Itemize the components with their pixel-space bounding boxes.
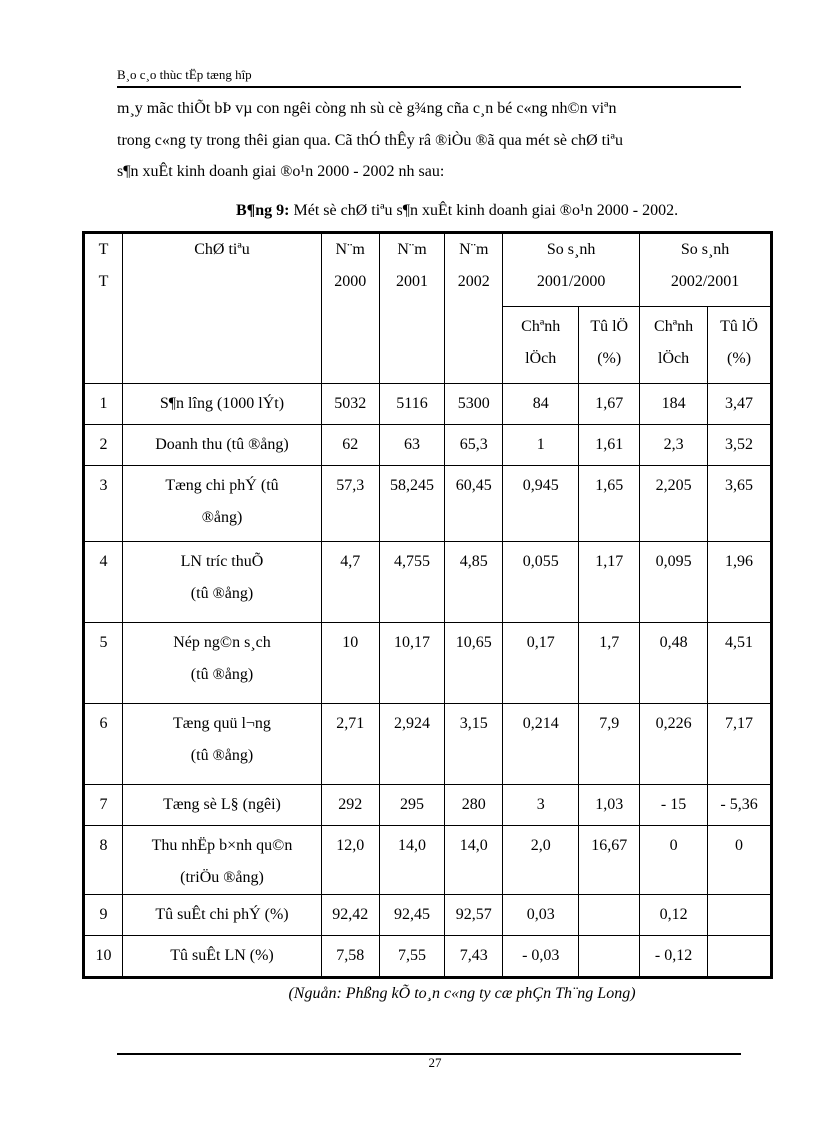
subheader-diff-bottom: lÖch [525,350,557,367]
header-year-2001-top: N¨m [397,241,427,258]
row-indicator-line2: (triÖu ®ång) [180,869,264,886]
row-value-d1: 0,03 [503,895,579,936]
row-indicator-name [123,785,322,826]
subheader-ratio-1 [579,307,640,384]
row-value-d2: 0,48 [640,623,708,704]
row-value-y2002: 14,0 [445,826,503,895]
row-value-d1: 0,945 [503,466,579,542]
row-value-y2002: 92,57 [445,895,503,936]
row-value-y2001: 4,755 [379,542,445,623]
page-number: 27 [428,1055,442,1070]
row-indicator-line1: LN tríc thuÕ [180,553,264,570]
row-value-d2: 184 [640,384,708,425]
row-indicator-line1: Tæng quü l¬ng [173,715,271,732]
table-row [85,466,771,542]
row-value-d2: 0,226 [640,704,708,785]
table-header-row [85,234,771,307]
row-value-r2: 3,65 [708,466,771,542]
row-value-y2000: 4,7 [321,542,379,623]
header-compare-2-bottom: 2002/2001 [670,273,740,290]
page-header [117,66,741,88]
row-value-y2001: 58,245 [379,466,445,542]
row-value-r1: 16,67 [579,826,640,895]
row-value-r1: 1,67 [579,384,640,425]
intro-line: m¸y mãc thiÕt bÞ vµ con ngêi còng nh sù cè g¾ng cña c¸n bé c«ng nh©n viªn [117,100,617,117]
row-value-y2001: 295 [379,785,445,826]
row-indicator-line2: ®ång) [201,509,243,526]
row-value-r1 [579,936,640,977]
row-index: 1 [85,384,123,425]
header-year-2002-top: N¨m [459,241,489,258]
table-row [85,542,771,623]
row-value-y2002: 10,65 [445,623,503,704]
row-value-d1: 1 [503,425,579,466]
row-indicator-name [123,384,322,425]
row-value-d2: 0 [640,826,708,895]
row-value-y2002: 5300 [445,384,503,425]
row-index: 10 [85,936,123,977]
header-title: B¸o c¸o thùc tËp tæng hîp [117,67,252,82]
row-value-r1: 7,9 [579,704,640,785]
intro-line: s¶n xuÊt kinh doanh giai ®o¹n 2000 - 2002 nh sau: [117,163,445,180]
row-value-d2: 0,12 [640,895,708,936]
row-value-d1: 2,0 [503,826,579,895]
row-value-r2: 1,96 [708,542,771,623]
row-indicator-line1: Tæng sè L§ (ngêi) [163,796,281,813]
row-value-d1: 0,214 [503,704,579,785]
row-value-r1: 1,61 [579,425,640,466]
table-row [85,785,771,826]
row-value-d2: 2,3 [640,425,708,466]
table-row [85,895,771,936]
table-row [85,384,771,425]
row-value-y2001: 14,0 [379,826,445,895]
table-caption-label: B¶ng 9: [235,202,290,219]
row-value-y2000: 2,71 [321,704,379,785]
row-value-d2: 2,205 [640,466,708,542]
header-tt-bottom: T [98,273,109,290]
row-index: 7 [85,785,123,826]
row-value-y2001: 10,17 [379,623,445,704]
header-indicator: ChØ tiªu [123,234,322,384]
row-value-y2000: 7,58 [321,936,379,977]
row-value-y2000: 10 [321,623,379,704]
row-value-r1: 1,03 [579,785,640,826]
subheader-ratio-top: Tû lÖ [720,318,758,335]
row-value-y2002: 7,43 [445,936,503,977]
source-note: (Nguån: Phßng kÕ to¸n c«ng ty cæ phÇn Th¨ng Long) [288,985,636,1002]
row-value-d2: - 15 [640,785,708,826]
row-value-d2: - 0,12 [640,936,708,977]
row-value-r1: 1,7 [579,623,640,704]
row-value-r2: 4,51 [708,623,771,704]
row-value-r2 [708,936,771,977]
table-row [85,936,771,977]
row-value-y2001: 5116 [379,384,445,425]
table-body [85,384,771,977]
row-value-r1: 1,65 [579,466,640,542]
row-indicator-line1: Doanh thu (tû ®ång) [155,436,289,453]
row-index: 2 [85,425,123,466]
subheader-ratio-top: Tû lÖ [590,318,629,335]
row-value-r1: 1,17 [579,542,640,623]
row-value-y2002: 60,45 [445,466,503,542]
row-indicator-line1: S¶n lîng (1000 lÝt) [159,395,285,412]
row-value-y2002: 3,15 [445,704,503,785]
row-value-r2: 3,47 [708,384,771,425]
row-indicator-line1: Thu nhËp b×nh qu©n [151,837,293,854]
row-indicator-name [123,826,322,895]
row-value-d1: 84 [503,384,579,425]
table-caption [117,201,797,221]
subheader-ratio-2 [708,307,771,384]
intro-line: trong c«ng ty trong thêi gian qua. Cã thÓ thÊy râ ®iÒu ®ã qua mét sè chØ tiªu [117,131,623,149]
header-tt-top: T [98,241,109,258]
row-value-d1: 3 [503,785,579,826]
header-compare-2-top: So s¸nh [680,241,730,258]
row-index: 9 [85,895,123,936]
row-index: 6 [85,704,123,785]
header-compare-2001-2000 [503,234,640,307]
subheader-diff-top: Chªnh [521,318,561,335]
row-indicator-line2: (tû ®ång) [190,666,254,683]
row-value-d1: 0,17 [503,623,579,704]
row-indicator-name [123,704,322,785]
row-value-y2002: 280 [445,785,503,826]
header-year-2002 [445,234,503,384]
row-value-y2000: 5032 [321,384,379,425]
row-indicator-line1: Tû suÊt LN (%) [170,947,274,964]
table-row [85,826,771,895]
row-value-y2000: 12,0 [321,826,379,895]
header-compare-2002-2001 [640,234,771,307]
header-year-2001-bottom: 2001 [396,273,428,290]
row-indicator-name [123,542,322,623]
header-year-2001 [379,234,445,384]
header-year-2000 [321,234,379,384]
row-value-y2000: 57,3 [321,466,379,542]
row-value-r2 [708,895,771,936]
row-value-d2: 0,095 [640,542,708,623]
row-indicator-name [123,466,322,542]
row-value-y2000: 92,42 [321,895,379,936]
row-value-y2001: 2,924 [379,704,445,785]
row-value-d1: - 0,03 [503,936,579,977]
row-index: 4 [85,542,123,623]
row-indicator-line2: (tû ®ång) [190,747,254,764]
row-indicator-line1: Tæng chi phÝ (tû [165,477,279,494]
subheader-ratio-bottom: (%) [727,350,752,367]
row-indicator-line2: (tû ®ång) [190,585,254,602]
row-value-r2: 0 [708,826,771,895]
row-value-y2002: 65,3 [445,425,503,466]
row-index: 3 [85,466,123,542]
row-value-y2001: 7,55 [379,936,445,977]
row-value-r2: - 5,36 [708,785,771,826]
table-row [85,623,771,704]
header-year-2000-top: N¨m [335,241,365,258]
header-year-2002-bottom: 2002 [457,273,490,290]
row-value-y2002: 4,85 [445,542,503,623]
row-value-y2001: 92,45 [379,895,445,936]
row-value-d1: 0,055 [503,542,579,623]
subheader-diff-1 [503,307,579,384]
row-indicator-name [123,425,322,466]
intro-paragraph [117,93,742,188]
table-caption-text: Mét sè chØ tiªu s¶n xuÊt kinh doanh giai ®o¹n 2000 - 2002. [289,202,679,219]
row-value-r2: 3,52 [708,425,771,466]
row-value-y2000: 62 [321,425,379,466]
table-row [85,425,771,466]
header-compare-1-bottom: 2001/2000 [536,273,606,290]
row-index: 5 [85,623,123,704]
row-indicator-name [123,936,322,977]
row-indicator-line1: Nép ng©n s¸ch [173,634,271,651]
row-indicator-line1: Tû suÊt chi phÝ (%) [155,906,289,923]
row-value-y2000: 292 [321,785,379,826]
table-row [85,704,771,785]
row-value-y2001: 63 [379,425,445,466]
subheader-diff-bottom: lÖch [658,350,690,367]
header-year-2000-bottom: 2000 [334,273,367,290]
row-value-r1 [579,895,640,936]
subheader-diff-2 [640,307,708,384]
header-compare-1-top: So s¸nh [546,241,596,258]
row-index: 8 [85,826,123,895]
row-value-r2: 7,17 [708,704,771,785]
row-indicator-name [123,623,322,704]
subheader-ratio-bottom: (%) [597,350,622,367]
header-tt [85,234,123,384]
indicator-table [84,233,771,977]
row-indicator-name [123,895,322,936]
subheader-diff-top: Chªnh [654,318,694,335]
